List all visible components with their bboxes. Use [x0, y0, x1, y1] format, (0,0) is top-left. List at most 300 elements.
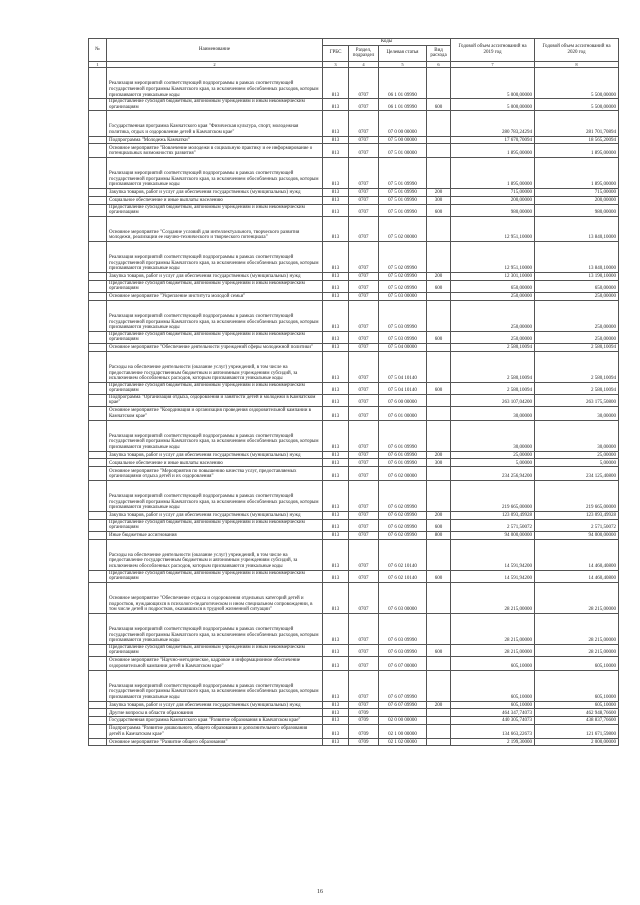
name-cell: Предоставление субсидий бюджетным, автономным учреждениям и иным некоммерческим организациям [107, 331, 323, 343]
target-cell: 07 6 01 09990 [379, 420, 427, 451]
sum2020-cell: 980,00000 [535, 204, 619, 216]
exptype-cell: 200 [427, 701, 451, 709]
sum2019-cell: 123 093,49928 [451, 511, 535, 519]
exptype-cell: 300 [427, 459, 451, 467]
grbs-cell: 813 [323, 204, 349, 216]
section-cell: 0707 [349, 657, 379, 671]
grbs-cell: 813 [323, 292, 349, 300]
grbs-cell: 813 [323, 539, 349, 570]
num-cell [89, 99, 107, 111]
sum2020-cell: 715,00000 [535, 188, 619, 196]
col-exptype-header: Вид расхода [427, 45, 451, 61]
name-cell: Реализация мероприятий соответствующей подпрограммы в рамках соответствующей государственной программы Камчатского края, за исключением обособленных расходов, которым присваиваются уникальные коды [107, 420, 323, 451]
name-cell: Реализация мероприятий соответствующей подпрограммы в рамках соответствующей государственной программы Камчатского края, за исключением обособленных расходов, которым присваиваются уникальные коды [107, 480, 323, 511]
grbs-cell: 813 [323, 420, 349, 451]
table-row [89, 738, 619, 746]
target-cell: 07 5 02 00000 [379, 216, 427, 241]
num-cell [89, 420, 107, 451]
section-cell: 0707 [349, 451, 379, 459]
section-cell: 0709 [349, 717, 379, 725]
table-row [89, 331, 619, 343]
sum2020-cell: 200,00000 [535, 196, 619, 204]
section-cell: 0707 [349, 292, 379, 300]
sum2020-cell: 14 460,40800 [535, 570, 619, 582]
table-row [89, 670, 619, 701]
exptype-cell [427, 539, 451, 570]
grbs-cell: 813 [323, 157, 349, 188]
name-cell: Реализация мероприятий соответствующей подпрограммы в рамках соответствующей государственной программы Камчатского края, за исключением обособленных расходов, которым присваиваются уникальные коды [107, 300, 323, 331]
grbs-cell: 813 [323, 111, 349, 136]
sum2020-cell: 123 093,49928 [535, 511, 619, 519]
exptype-cell [427, 216, 451, 241]
sum2019-cell: 464 347,74073 [451, 709, 535, 717]
table-row [89, 136, 619, 144]
sum2020-cell: 605,10000 [535, 701, 619, 709]
name-cell: Реализация мероприятий соответствующей подпрограммы в рамках соответствующей государственной программы Камчатского края, за исключением обособленных расходов, которым присваиваются уникальные коды [107, 68, 323, 99]
target-cell: 07 5 04 10140 [379, 351, 427, 382]
table-row [89, 539, 619, 570]
sum2020-cell: 250,00000 [535, 292, 619, 300]
sum2020-cell: 2 000,00000 [535, 738, 619, 746]
section-cell: 0707 [349, 701, 379, 709]
num-cell [89, 241, 107, 272]
num-cell [89, 709, 107, 717]
sum2020-cell: 250,00000 [535, 300, 619, 331]
sum2019-cell: 30,00000 [451, 420, 535, 451]
exptype-cell [427, 68, 451, 99]
num-cell [89, 351, 107, 382]
table-row [89, 519, 619, 531]
page-number: 16 [317, 889, 323, 895]
sum2019-cell: 250,00000 [451, 300, 535, 331]
exptype-cell: 600 [427, 331, 451, 343]
name-cell: Иные бюджетные ассигнования [107, 531, 323, 539]
num-cell [89, 280, 107, 292]
table-row [89, 292, 619, 300]
num-cell [89, 724, 107, 738]
budget-table [88, 38, 619, 746]
section-cell: 0707 [349, 531, 379, 539]
target-cell [379, 709, 427, 717]
grbs-cell: 813 [323, 459, 349, 467]
index-row [89, 61, 619, 68]
table-row [89, 582, 619, 613]
sum2019-cell: 12 951,10000 [451, 216, 535, 241]
grbs-cell: 813 [323, 709, 349, 717]
exptype-cell [427, 136, 451, 144]
sum2020-cell: 5 500,00000 [535, 99, 619, 111]
target-cell: 07 6 02 00000 [379, 467, 427, 481]
name-cell: Основное мероприятие "Мероприятия по повышению качества услуг, предоставляемых организациями отдыха детей и их оздоровления" [107, 467, 323, 481]
target-cell: 07 5 04 00000 [379, 343, 427, 351]
section-cell: 0707 [349, 644, 379, 656]
grbs-cell: 813 [323, 670, 349, 701]
target-cell: 07 6 00 00000 [379, 394, 427, 406]
table-row [89, 157, 619, 188]
sum2020-cell: 250,00000 [535, 331, 619, 343]
exptype-cell: 200 [427, 188, 451, 196]
table-row [89, 68, 619, 99]
col-num-header: № [89, 39, 107, 62]
col-sum2020-header: Годовой объем ассигнований на 2020 год [535, 39, 619, 62]
sum2020-cell: 13 190,10000 [535, 272, 619, 280]
name-cell: Другие вопросы в области образования [107, 709, 323, 717]
name-cell: Подпрограмма "Молодежь Камчатки" [107, 136, 323, 144]
sum2020-cell: 2 571,50072 [535, 519, 619, 531]
sum2020-cell: 438 837,76600 [535, 717, 619, 725]
grbs-cell: 813 [323, 738, 349, 746]
table-row [89, 394, 619, 406]
target-cell: 07 6 07 09990 [379, 701, 427, 709]
section-cell: 0707 [349, 204, 379, 216]
exptype-cell [427, 407, 451, 421]
target-cell: 07 5 02 09990 [379, 241, 427, 272]
num-cell [89, 157, 107, 188]
section-cell: 0707 [349, 68, 379, 99]
exptype-cell [427, 738, 451, 746]
sum2019-cell: 134 663,22673 [451, 724, 535, 738]
target-cell: 07 6 07 09990 [379, 670, 427, 701]
sum2020-cell: 650,00000 [535, 280, 619, 292]
grbs-cell: 813 [323, 331, 349, 343]
codes-group-header: Коды [323, 39, 451, 46]
exptype-cell: 600 [427, 570, 451, 582]
sum2020-cell: 94 000,00000 [535, 531, 619, 539]
section-cell: 0707 [349, 613, 379, 644]
grbs-cell: 813 [323, 300, 349, 331]
sum2019-cell: 28 215,00000 [451, 582, 535, 613]
sum2020-cell: 5 500,00000 [535, 68, 619, 99]
grbs-cell: 813 [323, 394, 349, 406]
exptype-cell: 300 [427, 196, 451, 204]
num-cell [89, 459, 107, 467]
section-cell: 0707 [349, 459, 379, 467]
target-cell: 06 1 01 09990 [379, 68, 427, 99]
target-cell: 07 6 02 09990 [379, 480, 427, 511]
sum2019-cell: 219 665,00000 [451, 480, 535, 511]
target-cell: 07 6 01 00000 [379, 407, 427, 421]
grbs-cell: 813 [323, 717, 349, 725]
name-cell: Предоставление субсидий бюджетным, автономным учреждениям и иным некоммерческим организациям [107, 519, 323, 531]
name-cell: Основное мероприятие "Обеспечение деятельности учреждений сферы молодежной политики" [107, 343, 323, 351]
grbs-cell: 813 [323, 99, 349, 111]
grbs-cell: 813 [323, 519, 349, 531]
sum2019-cell: 200,00000 [451, 196, 535, 204]
section-cell: 0707 [349, 570, 379, 582]
target-cell: 07 5 03 09990 [379, 331, 427, 343]
section-cell: 0707 [349, 343, 379, 351]
exptype-cell [427, 292, 451, 300]
table-row [89, 531, 619, 539]
section-cell: 0707 [349, 382, 379, 394]
sum2019-cell: 1 895,00000 [451, 157, 535, 188]
num-cell [89, 188, 107, 196]
section-cell: 0709 [349, 724, 379, 738]
exptype-cell: 600 [427, 382, 451, 394]
sum2019-cell: 94 000,00000 [451, 531, 535, 539]
sum2019-cell: 5 000,00000 [451, 68, 535, 99]
section-cell: 0707 [349, 539, 379, 570]
grbs-cell: 813 [323, 351, 349, 382]
num-cell [89, 300, 107, 331]
grbs-cell: 813 [323, 724, 349, 738]
table-row [89, 570, 619, 582]
grbs-cell: 813 [323, 188, 349, 196]
name-cell: Социальное обеспечение и иные выплаты населению [107, 459, 323, 467]
section-cell: 0707 [349, 272, 379, 280]
exptype-cell [427, 300, 451, 331]
section-cell: 0707 [349, 280, 379, 292]
name-cell: Закупка товаров, работ и услуг для обеспечения государственных (муниципальных) нужд [107, 511, 323, 519]
name-cell: Реализация мероприятий соответствующей подпрограммы в рамках соответствующей государственной программы Камчатского края, за исключением обособленных расходов, которым присваиваются уникальные коды [107, 613, 323, 644]
target-cell: 07 5 01 09990 [379, 204, 427, 216]
sum2019-cell: 5,00000 [451, 459, 535, 467]
target-cell: 07 6 02 10140 [379, 570, 427, 582]
table-row [89, 280, 619, 292]
target-cell: 07 5 01 09990 [379, 196, 427, 204]
section-cell: 0707 [349, 157, 379, 188]
table-row [89, 300, 619, 331]
table-row [89, 188, 619, 196]
sum2020-cell: 13 840,10000 [535, 216, 619, 241]
sum2020-cell: 28 215,00000 [535, 644, 619, 656]
sum2020-cell: 2 580,10094 [535, 382, 619, 394]
table-row [89, 459, 619, 467]
index-cell: 7 [451, 61, 535, 68]
sum2019-cell: 25,00000 [451, 451, 535, 459]
exptype-cell: 200 [427, 451, 451, 459]
sum2019-cell: 250,00000 [451, 292, 535, 300]
target-cell: 07 6 03 00000 [379, 582, 427, 613]
num-cell [89, 531, 107, 539]
grbs-cell: 813 [323, 144, 349, 158]
sum2019-cell: 14 591,94200 [451, 570, 535, 582]
index-cell: 3 [323, 61, 349, 68]
target-cell: 07 6 03 09990 [379, 613, 427, 644]
sum2020-cell: 462 948,76600 [535, 709, 619, 717]
section-cell: 0707 [349, 331, 379, 343]
sum2019-cell: 234 256,94200 [451, 467, 535, 481]
exptype-cell: 600 [427, 204, 451, 216]
sum2020-cell: 2 580,10094 [535, 343, 619, 351]
num-cell [89, 331, 107, 343]
exptype-cell [427, 709, 451, 717]
sum2019-cell: 28 215,00000 [451, 644, 535, 656]
sum2019-cell: 2 580,10094 [451, 351, 535, 382]
name-cell: Реализация мероприятий соответствующей подпрограммы в рамках соответствующей государственной программы Камчатского края, за исключением обособленных расходов, которым присваиваются уникальные коды [107, 241, 323, 272]
num-cell [89, 701, 107, 709]
sum2019-cell: 1 895,00000 [451, 144, 535, 158]
exptype-cell [427, 394, 451, 406]
name-cell: Основное мероприятие "Координация и организация проведения оздоровительной кампании в Камчатском крае" [107, 407, 323, 421]
exptype-cell: 200 [427, 272, 451, 280]
name-cell: Предоставление субсидий бюджетным, автономным учреждениям и иным некоммерческим организациям [107, 204, 323, 216]
target-cell: 07 5 04 10140 [379, 382, 427, 394]
sum2020-cell: 18 565,20094 [535, 136, 619, 144]
num-cell [89, 519, 107, 531]
target-cell: 06 1 01 09990 [379, 99, 427, 111]
sum2019-cell: 280 783,24294 [451, 111, 535, 136]
table-row [89, 272, 619, 280]
name-cell: Государственная программа Камчатского края "Физическая культура, спорт, молодежная политика, отдых и оздоровление детей в Камчатском крае" [107, 111, 323, 136]
exptype-cell [427, 111, 451, 136]
num-cell [89, 657, 107, 671]
exptype-cell [427, 467, 451, 481]
sum2020-cell: 5,00000 [535, 459, 619, 467]
name-cell: Социальное обеспечение и иные выплаты населению [107, 196, 323, 204]
sum2020-cell: 1 895,00000 [535, 144, 619, 158]
section-cell: 0707 [349, 511, 379, 519]
name-cell: Государственная программа Камчатского края "Развитие образования в Камчатском крае" [107, 717, 323, 725]
name-cell: Подпрограмма "Организация отдыха, оздоровления и занятости детей и молодежи в Камчатском крае" [107, 394, 323, 406]
sum2020-cell: 13 840,10000 [535, 241, 619, 272]
table-row [89, 216, 619, 241]
name-cell: Предоставление субсидий бюджетным, автономным учреждениям и иным некоммерческим организациям [107, 644, 323, 656]
table-row [89, 351, 619, 382]
name-cell: Реализация мероприятий соответствующей подпрограммы в рамках соответствующей государственной программы Камчатского края, за исключением обособленных расходов, которым присваиваются уникальные коды [107, 670, 323, 701]
num-cell [89, 144, 107, 158]
sum2020-cell: 1 895,00000 [535, 157, 619, 188]
sum2020-cell: 30,00000 [535, 407, 619, 421]
table-row [89, 451, 619, 459]
grbs-cell: 813 [323, 701, 349, 709]
target-cell: 07 5 02 09990 [379, 272, 427, 280]
section-cell: 0709 [349, 709, 379, 717]
exptype-cell [427, 657, 451, 671]
name-cell: Основное мероприятие "Укрепление института молодой семьи" [107, 292, 323, 300]
section-cell: 0707 [349, 467, 379, 481]
sum2020-cell: 30,00000 [535, 420, 619, 451]
target-cell: 02 1 00 00000 [379, 724, 427, 738]
table-row [89, 613, 619, 644]
num-cell [89, 68, 107, 99]
target-cell: 07 5 02 09990 [379, 280, 427, 292]
target-cell: 07 5 01 09990 [379, 157, 427, 188]
sum2020-cell: 121 671,59800 [535, 724, 619, 738]
name-cell: Закупка товаров, работ и услуг для обеспечения государственных (муниципальных) нужд [107, 451, 323, 459]
table-row [89, 644, 619, 656]
exptype-cell [427, 144, 451, 158]
col-name-header: Наименование [107, 39, 323, 62]
name-cell: Предоставление субсидий бюджетным, автономным учреждениям и иным некоммерческим организациям [107, 382, 323, 394]
exptype-cell: 600 [427, 99, 451, 111]
num-cell [89, 407, 107, 421]
section-cell: 0707 [349, 144, 379, 158]
section-cell: 0707 [349, 111, 379, 136]
sum2019-cell: 30,00000 [451, 407, 535, 421]
grbs-cell: 813 [323, 451, 349, 459]
sum2019-cell: 605,10000 [451, 701, 535, 709]
table-row [89, 467, 619, 481]
name-cell: Закупка товаров, работ и услуг для обеспечения государственных (муниципальных) нужд [107, 272, 323, 280]
target-cell: 07 6 02 10140 [379, 539, 427, 570]
name-cell: Расходы на обеспечение деятельности (оказание услуг) учреждений, в том числе на предоставление государственным бюджетным и автономным учреждениям субсидий, за исключением обособленных расходов, которым присваиваются уникальные коды [107, 539, 323, 570]
sum2019-cell: 605,10000 [451, 657, 535, 671]
grbs-cell: 813 [323, 136, 349, 144]
exptype-cell [427, 351, 451, 382]
sum2019-cell: 440 305,74073 [451, 717, 535, 725]
section-cell: 0707 [349, 351, 379, 382]
grbs-cell: 813 [323, 570, 349, 582]
col-sum2019-header: Годовой объем ассигнований на 2019 год [451, 39, 535, 62]
sum2020-cell: 234 125,40800 [535, 467, 619, 481]
section-cell: 0707 [349, 196, 379, 204]
target-cell: 07 5 01 09990 [379, 188, 427, 196]
table-row [89, 111, 619, 136]
num-cell [89, 111, 107, 136]
grbs-cell: 813 [323, 272, 349, 280]
sum2019-cell: 12 951,10000 [451, 241, 535, 272]
section-cell: 0707 [349, 582, 379, 613]
index-cell: 5 [379, 61, 427, 68]
num-cell [89, 136, 107, 144]
num-cell [89, 343, 107, 351]
target-cell: 07 6 01 09990 [379, 451, 427, 459]
sum2020-cell: 2 580,10094 [535, 351, 619, 382]
index-cell: 8 [535, 61, 619, 68]
exptype-cell [427, 582, 451, 613]
num-cell [89, 196, 107, 204]
section-cell: 0707 [349, 407, 379, 421]
index-cell: 4 [349, 61, 379, 68]
name-cell: Основное мероприятие "Развитие общего образования" [107, 738, 323, 746]
sum2019-cell: 715,00000 [451, 188, 535, 196]
sum2020-cell: 28 215,00000 [535, 582, 619, 613]
exptype-cell: 200 [427, 511, 451, 519]
table-row [89, 709, 619, 717]
sum2019-cell: 980,00000 [451, 204, 535, 216]
exptype-cell [427, 241, 451, 272]
table-row [89, 407, 619, 421]
grbs-cell: 813 [323, 467, 349, 481]
sum2020-cell: 28 215,00000 [535, 613, 619, 644]
sum2020-cell: 219 665,00000 [535, 480, 619, 511]
table-body [89, 68, 619, 746]
num-cell [89, 216, 107, 241]
num-cell [89, 738, 107, 746]
target-cell: 07 6 02 09990 [379, 511, 427, 519]
exptype-cell [427, 670, 451, 701]
num-cell [89, 480, 107, 511]
target-cell: 02 1 02 00000 [379, 738, 427, 746]
name-cell: Расходы на обеспечение деятельности (оказание услуг) учреждений, в том числе на предоставление государственным бюджетным и автономным учреждениям субсидий, за исключением обособленных расходов, которым присваиваются уникальные коды [107, 351, 323, 382]
num-cell [89, 539, 107, 570]
grbs-cell: 813 [323, 196, 349, 204]
num-cell [89, 382, 107, 394]
num-cell [89, 670, 107, 701]
exptype-cell [427, 480, 451, 511]
sum2020-cell: 281 701,70894 [535, 111, 619, 136]
sum2020-cell: 25,00000 [535, 451, 619, 459]
section-cell: 0707 [349, 420, 379, 451]
target-cell: 07 6 02 09990 [379, 519, 427, 531]
exptype-cell: 600 [427, 519, 451, 531]
num-cell [89, 272, 107, 280]
target-cell: 07 5 00 00000 [379, 136, 427, 144]
target-cell: 07 5 03 09990 [379, 300, 427, 331]
sum2019-cell: 14 591,94200 [451, 539, 535, 570]
name-cell: Основное мероприятие "Научно-методическое, кадровое и информационное обеспечение оздоровительной кампании детей в Камчатском крае" [107, 657, 323, 671]
section-cell: 0707 [349, 241, 379, 272]
sum2019-cell: 2 580,10094 [451, 382, 535, 394]
sum2020-cell: 14 460,40800 [535, 539, 619, 570]
table-row [89, 196, 619, 204]
target-cell: 07 5 01 00000 [379, 144, 427, 158]
exptype-cell: 600 [427, 280, 451, 292]
grbs-cell: 813 [323, 511, 349, 519]
num-cell [89, 511, 107, 519]
name-cell: Предоставление субсидий бюджетным, автономным учреждениям и иным некоммерческим организациям [107, 99, 323, 111]
